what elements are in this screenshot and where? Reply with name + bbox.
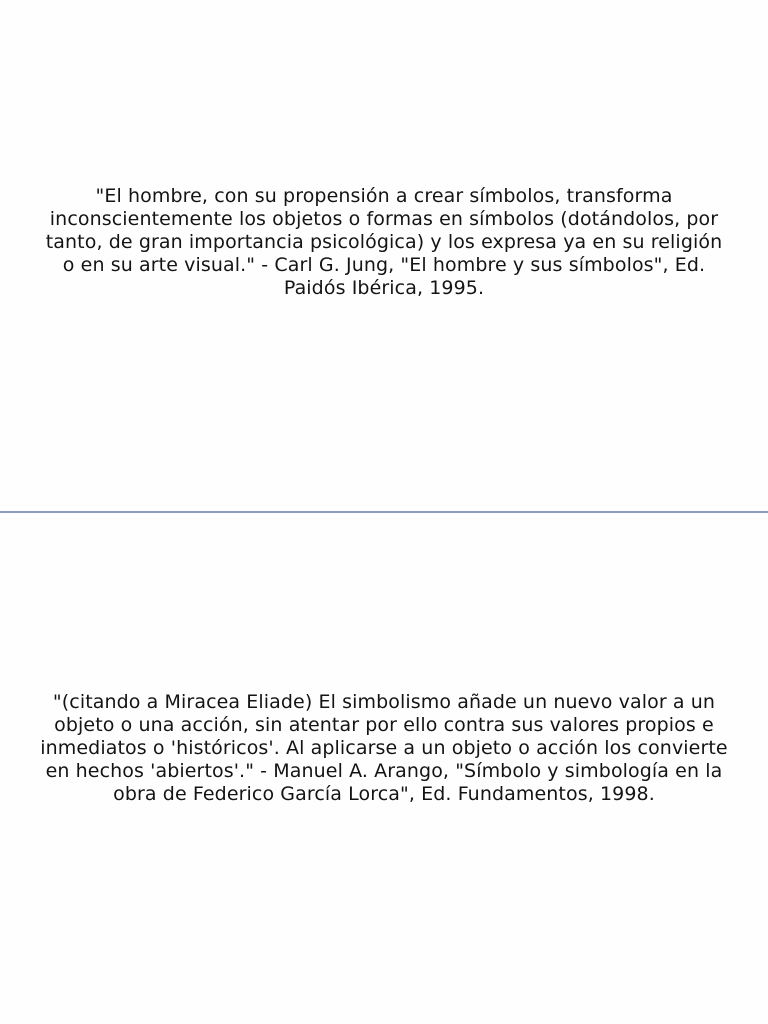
quote-text: "El hombre, con su propensión a crear símbolos, transforma inconscientemente los objetos o formas en símbolos (dotándolos, por tanto, de gran importancia psicológica) y los expresa ya en su religión o en su arte visual." - Carl G. Jung, "El hombre y sus símbolos", Ed. Paidós Ibérica, 1995. — [45, 185, 723, 299]
slide-jung-quote — [0, 0, 768, 511]
quote-text: "(citando a Miracea Eliade) El simbolismo añade un nuevo valor a un objeto o una acción, sin atentar por ello contra sus valores propios e inmediatos o 'históricos'. Al aplicarse a un objeto o acción los convierte en hechos 'abiertos'." - Manuel A. Arango, "Símbolo y simbología en la obra de Federico García Lorca", Ed. Fundamentos, 1998. — [40, 691, 728, 805]
slide-arango-quote — [0, 513, 768, 1024]
